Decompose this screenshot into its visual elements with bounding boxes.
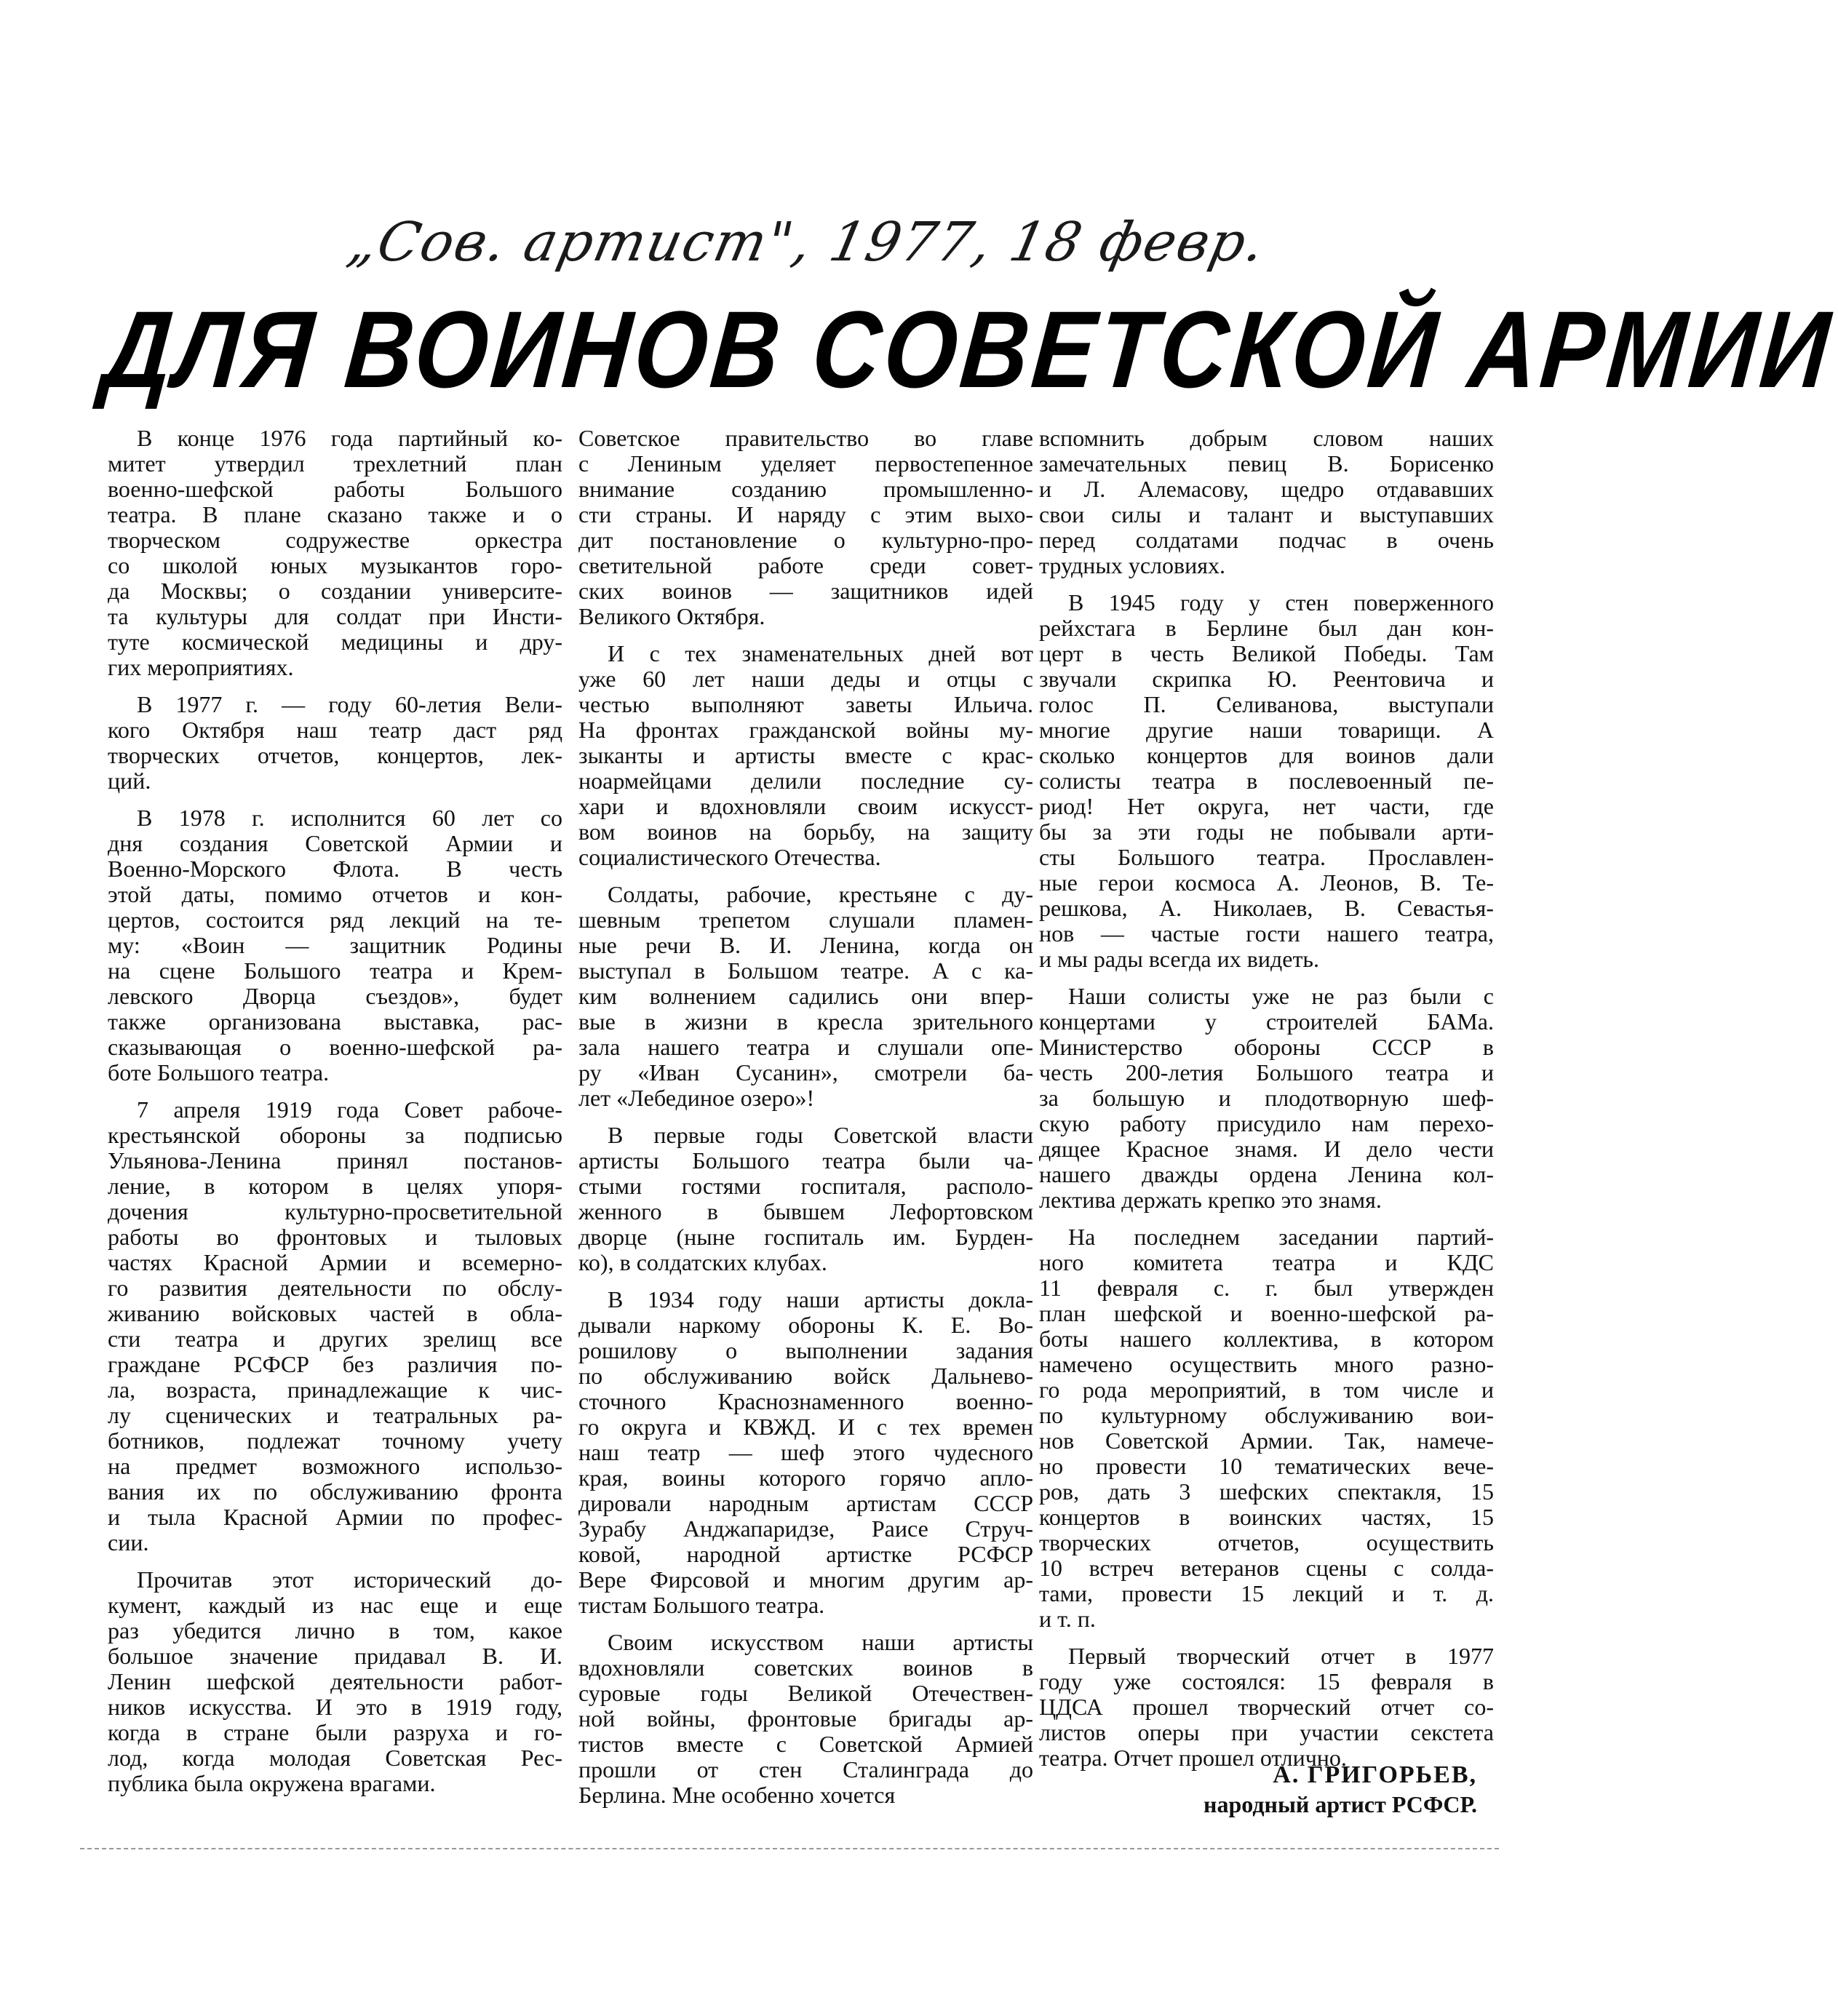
text-line: На последнем заседании партий- <box>1068 1224 1494 1250</box>
text-line: дящее Красное знамя. И дело чести <box>1039 1136 1494 1162</box>
text-line: Первый творческий отчет в 1977 <box>1068 1643 1494 1669</box>
text-line: лектива держать крепко это знамя. <box>1039 1187 1382 1213</box>
text-line: ций. <box>108 768 151 794</box>
text-line: ные речи В. И. Ленина, когда он <box>578 932 1033 958</box>
text-line: На фронтах гражданской войны му- <box>578 717 1033 743</box>
author-title: народный артист РСФСР. <box>1204 1791 1477 1817</box>
text-line: театра. Отчет прошел отлично. <box>1039 1745 1347 1771</box>
text-line: концертов в воинских частях, 15 <box>1039 1504 1494 1530</box>
text-line: му: «Воин — защитник Родины <box>108 932 562 958</box>
bottom-divider <box>80 1848 1499 1849</box>
text-line: лод, когда молодая Советская Рес- <box>108 1745 562 1771</box>
text-line: сии. <box>108 1529 149 1555</box>
text-line: творческих отчетов, концертов, лек- <box>108 742 562 768</box>
text-line: и т. п. <box>1039 1606 1096 1632</box>
text-line: вания их по обслуживанию фронта <box>108 1478 562 1505</box>
text-line: митет утвердил трехлетний план <box>108 450 562 477</box>
text-line: ников искусства. И это в 1919 году, <box>108 1694 562 1720</box>
text-line: сточного Краснознаменного военно- <box>578 1388 1033 1414</box>
text-line: суровые годы Великой Отечествен- <box>578 1680 1033 1706</box>
text-line: Прочитав этот исторический до- <box>137 1566 562 1593</box>
text-line: ление, в котором в целях упоря- <box>108 1173 562 1199</box>
text-line: 7 апреля 1919 года Совет рабоче- <box>137 1096 562 1123</box>
text-line: шевным трепетом слушали пламен- <box>578 907 1033 933</box>
text-line: скую работу присудило нам перехо- <box>1039 1110 1494 1136</box>
text-line: по культурному обслуживанию вои- <box>1039 1402 1494 1428</box>
article-column-2 <box>578 426 1033 1820</box>
text-line: с Лениным уделяет первостепенное <box>578 450 1033 477</box>
text-line: го рода мероприятий, в том числе и <box>1039 1376 1494 1403</box>
text-line: 10 встреч ветеранов сцены с солда- <box>1039 1555 1494 1581</box>
paragraph <box>108 426 562 680</box>
text-line: прошли от стен Сталинграда до <box>578 1756 1033 1782</box>
text-line: ров, дать 3 шефских спектакля, 15 <box>1039 1478 1494 1505</box>
text-line: вдохновляли советских воинов в <box>578 1654 1033 1681</box>
text-line: бы за эти годы не побывали арти- <box>1039 818 1494 845</box>
text-line: большое значение придавал В. И. <box>108 1643 562 1669</box>
text-line: женного в бывшем Лефортовском <box>578 1198 1033 1224</box>
paragraph <box>108 805 562 1085</box>
text-line: крестьянской обороны за подписью <box>108 1122 562 1148</box>
text-line: на сцене Большого театра и Крем- <box>108 957 562 984</box>
text-line: сколько концертов для воинов дали <box>1039 742 1494 768</box>
text-line: раз убедится лично в том, какое <box>108 1617 562 1644</box>
text-line: тистам Большого театра. <box>578 1592 825 1618</box>
text-line: Ульянова-Ленина принял постанов- <box>108 1147 562 1174</box>
text-line: когда в стране были разруха и го- <box>108 1719 562 1745</box>
text-line: наш театр — шеф этого чудесного <box>578 1439 1033 1465</box>
paragraph <box>108 1567 562 1796</box>
text-line: живанию войсковых частей в обла- <box>108 1300 562 1326</box>
text-line: лу сценических и театральных ра- <box>108 1402 562 1428</box>
text-line: и Л. Алемасову, щедро отдававших <box>1039 476 1494 502</box>
text-line: тистов вместе с Советской Армией <box>578 1731 1033 1757</box>
text-line: решкова, А. Николаев, В. Севастья- <box>1039 895 1494 921</box>
text-line: Солдаты, рабочие, крестьяне с ду- <box>608 881 1033 907</box>
text-line: трудных условиях. <box>1039 552 1225 578</box>
text-line: края, воины которого горячо апло- <box>578 1465 1033 1491</box>
text-line: ные герои космоса А. Леонов, В. Те- <box>1039 869 1494 896</box>
text-line: сказывающая о военно-шефской ра- <box>108 1034 562 1060</box>
text-line: рейхстага в Берлине был дан кон- <box>1039 615 1494 641</box>
text-line: листов оперы при участии секстета <box>1039 1719 1494 1745</box>
text-line: внимание созданию промышленно- <box>578 476 1033 502</box>
text-line: В 1934 году наши артисты докла- <box>608 1286 1033 1312</box>
text-line: В 1945 году у стен поверженного <box>1068 589 1494 615</box>
text-line: боты нашего коллектива, в котором <box>1039 1326 1494 1352</box>
text-line: В 1977 г. — году 60-летия Вели- <box>137 691 562 717</box>
headline: ДЛЯ ВОИНОВ СОВЕТСКОЙ АРМИИ <box>98 288 1838 410</box>
text-line: концертами у строителей БАМа. <box>1039 1008 1494 1035</box>
text-line: Берлина. Мне особенно хочется <box>578 1782 896 1808</box>
text-line: творческих отчетов, осуществить <box>1039 1529 1494 1555</box>
paragraph <box>108 1097 562 1555</box>
paragraph <box>1039 984 1494 1213</box>
text-line: ковой, народной артистке РСФСР <box>578 1541 1033 1567</box>
text-line: ских воинов — защитников идей <box>578 578 1033 604</box>
paragraph <box>578 1630 1033 1808</box>
signature-block <box>1164 1761 1477 1819</box>
text-line: та культуры для солдат при Инсти- <box>108 603 562 629</box>
text-line: кумент, каждый из нас еще и еще <box>108 1592 562 1618</box>
text-line: вом воинов на борьбу, на защиту <box>578 818 1033 845</box>
text-line: го округа и КВЖД. И с тех времен <box>578 1414 1033 1440</box>
text-line: также организована выставка, рас- <box>108 1008 562 1035</box>
text-line: стыми гостями госпиталя, располо- <box>578 1173 1033 1199</box>
text-line: да Москвы; о создании университе- <box>108 578 562 604</box>
text-line: ной войны, фронтовые бригады ар- <box>578 1705 1033 1732</box>
text-line: И с тех знаменательных дней вот <box>608 640 1033 666</box>
text-line: ботников, подлежат точному учету <box>108 1427 562 1454</box>
text-line: тами, провести 15 лекций и т. д. <box>1039 1580 1494 1606</box>
text-line: лет «Лебединое озеро»! <box>578 1085 815 1111</box>
paragraph <box>1039 1644 1494 1771</box>
text-line: выступал в Большом театре. А с ка- <box>578 957 1033 984</box>
text-line: план шефской и военно-шефской ра- <box>1039 1300 1494 1326</box>
text-line: туте космической медицины и дру- <box>108 629 562 655</box>
text-line: честь 200-летия Большого театра и <box>1039 1059 1494 1085</box>
text-line: дворце (ныне госпиталь им. Бурден- <box>578 1224 1033 1250</box>
text-line: сти страны. И наряду с этим выхо- <box>578 501 1033 527</box>
article-column-1 <box>108 426 562 1808</box>
text-line: Зурабу Анджапаридзе, Раисе Струч- <box>578 1515 1033 1542</box>
text-line: ного комитета театра и КДС <box>1039 1249 1494 1275</box>
handwritten-source-note: „Сов. артист", 1977, 18 февр. <box>342 211 1272 274</box>
text-line: Советское правительство во главе <box>578 425 1033 451</box>
text-line: 11 февраля с. г. был утвержден <box>1039 1275 1494 1301</box>
text-line: ко), в солдатских клубах. <box>578 1249 827 1275</box>
paragraph <box>578 882 1033 1111</box>
article-column-3 <box>1039 426 1494 1782</box>
text-line: ла, возраста, принадлежащие к чис- <box>108 1376 562 1403</box>
text-line: церт в честь Великой Победы. Там <box>1039 640 1494 666</box>
text-line: левского Дворца съездов», будет <box>108 983 562 1009</box>
paragraph <box>1039 426 1494 578</box>
text-line: уже 60 лет наши деды и отцы с <box>578 666 1033 692</box>
text-line: сти театра и других зрелищ все <box>108 1326 562 1352</box>
text-line: дит постановление о культурно-про- <box>578 527 1033 553</box>
text-line: ру «Иван Сусанин», смотрели ба- <box>578 1059 1033 1085</box>
text-line: сты Большого театра. Прославлен- <box>1039 844 1494 870</box>
text-line: вые в жизни в кресла зрительного <box>578 1008 1033 1035</box>
text-line: ким волнением садились они впер- <box>578 983 1033 1009</box>
text-line: дня создания Советской Армии и <box>108 830 562 856</box>
text-line: свои силы и талант и выступавших <box>1039 501 1494 527</box>
paragraph <box>578 426 1033 629</box>
text-line: В первые годы Советской власти <box>608 1122 1033 1148</box>
paragraph <box>578 1123 1033 1275</box>
paragraph <box>578 1287 1033 1618</box>
text-line: го развития деятельности по обслу- <box>108 1275 562 1301</box>
text-line: публика была окружена врагами. <box>108 1770 436 1796</box>
text-line: хари и вдохновляли своим искусст- <box>578 793 1033 819</box>
paragraph <box>1039 1224 1494 1632</box>
text-line: зала нашего театра и слушали опе- <box>578 1034 1033 1060</box>
text-line: гих мероприятиях. <box>108 654 294 680</box>
text-line: кого Октября наш театр даст ряд <box>108 717 562 743</box>
paragraph <box>108 692 562 794</box>
text-line: Наши солисты уже не раз были с <box>1068 983 1494 1009</box>
text-line: звучали скрипка Ю. Реентовича и <box>1039 666 1494 692</box>
text-line: дывали наркому обороны К. Е. Во- <box>578 1312 1033 1338</box>
text-line: многие другие наши товарищи. А <box>1039 717 1494 743</box>
text-line: и тыла Красной Армии по профес- <box>108 1504 562 1530</box>
text-line: намечено осуществить много разно- <box>1039 1351 1494 1377</box>
text-line: работы во фронтовых и тыловых <box>108 1224 562 1250</box>
text-line: рошилову о выполнении задания <box>578 1337 1033 1363</box>
text-line: риод! Нет округа, нет части, где <box>1039 793 1494 819</box>
text-line: В 1978 г. исполнится 60 лет со <box>137 805 562 831</box>
text-line: Своим искусством наши артисты <box>608 1629 1033 1655</box>
text-line: творческом содружестве оркестра <box>108 527 562 553</box>
text-line: Вере Фирсовой и многим другим ар- <box>578 1566 1033 1593</box>
text-line: дочения культурно-просветительной <box>108 1198 562 1224</box>
text-line: нов — частые гости нашего театра, <box>1039 920 1494 947</box>
text-line: В конце 1976 года партийный ко- <box>137 425 562 451</box>
text-line: Ленин шефской деятельности работ- <box>108 1668 562 1694</box>
text-line: вспомнить добрым словом наших <box>1039 425 1494 451</box>
text-line: светительной работе среди совет- <box>578 552 1033 578</box>
text-line: голос П. Селиванова, выступали <box>1039 691 1494 717</box>
text-line: ЦДСА прошел творческий отчет со- <box>1039 1694 1494 1720</box>
text-line: ноармейцами делили последние су- <box>578 768 1033 794</box>
text-line: и мы рады всегда их видеть. <box>1039 946 1320 972</box>
text-line: замечательных певиц В. Борисенко <box>1039 450 1494 477</box>
text-line: за большую и плодотворную шеф- <box>1039 1085 1494 1111</box>
text-line: Великого Октября. <box>578 603 765 629</box>
text-line: году уже состоялся: 15 февраля в <box>1039 1668 1494 1694</box>
text-line: дировали народным артистам СССР <box>578 1490 1033 1516</box>
text-line: по обслуживанию войск Дальнево- <box>578 1363 1033 1389</box>
text-line: этой даты, помимо отчетов и кон- <box>108 881 562 907</box>
text-line: цертов, состоится ряд лекций на те- <box>108 907 562 933</box>
text-line: частях Красной Армии и всемерно- <box>108 1249 562 1275</box>
text-line: социалистического Отечества. <box>578 844 881 870</box>
text-line: нов Советской Армии. Так, намече- <box>1039 1427 1494 1454</box>
author-name: А. ГРИГОРЬЕВ, <box>1273 1761 1477 1788</box>
paragraph <box>1039 590 1494 972</box>
text-line: военно-шефской работы Большого <box>108 476 562 502</box>
text-line: зыканты и артисты вместе с крас- <box>578 742 1033 768</box>
text-line: граждане РСФСР без различия по- <box>108 1351 562 1377</box>
text-line: перед солдатами подчас в очень <box>1039 527 1494 553</box>
text-line: театра. В плане сказано также и о <box>108 501 562 527</box>
text-line: но провести 10 тематических вече- <box>1039 1453 1494 1479</box>
text-line: Военно-Морского Флота. В честь <box>108 856 562 882</box>
text-line: честью выполняют заветы Ильича. <box>578 691 1033 717</box>
paragraph <box>578 641 1033 870</box>
text-line: солисты театра в послевоенный пе- <box>1039 768 1494 794</box>
text-line: со школой юных музыкантов горо- <box>108 552 562 578</box>
text-line: артисты Большого театра были ча- <box>578 1147 1033 1174</box>
text-line: боте Большого театра. <box>108 1059 330 1085</box>
text-line: на предмет возможного использо- <box>108 1453 562 1479</box>
text-line: нашего дважды ордена Ленина кол- <box>1039 1161 1494 1187</box>
text-line: Министерство обороны СССР в <box>1039 1034 1494 1060</box>
